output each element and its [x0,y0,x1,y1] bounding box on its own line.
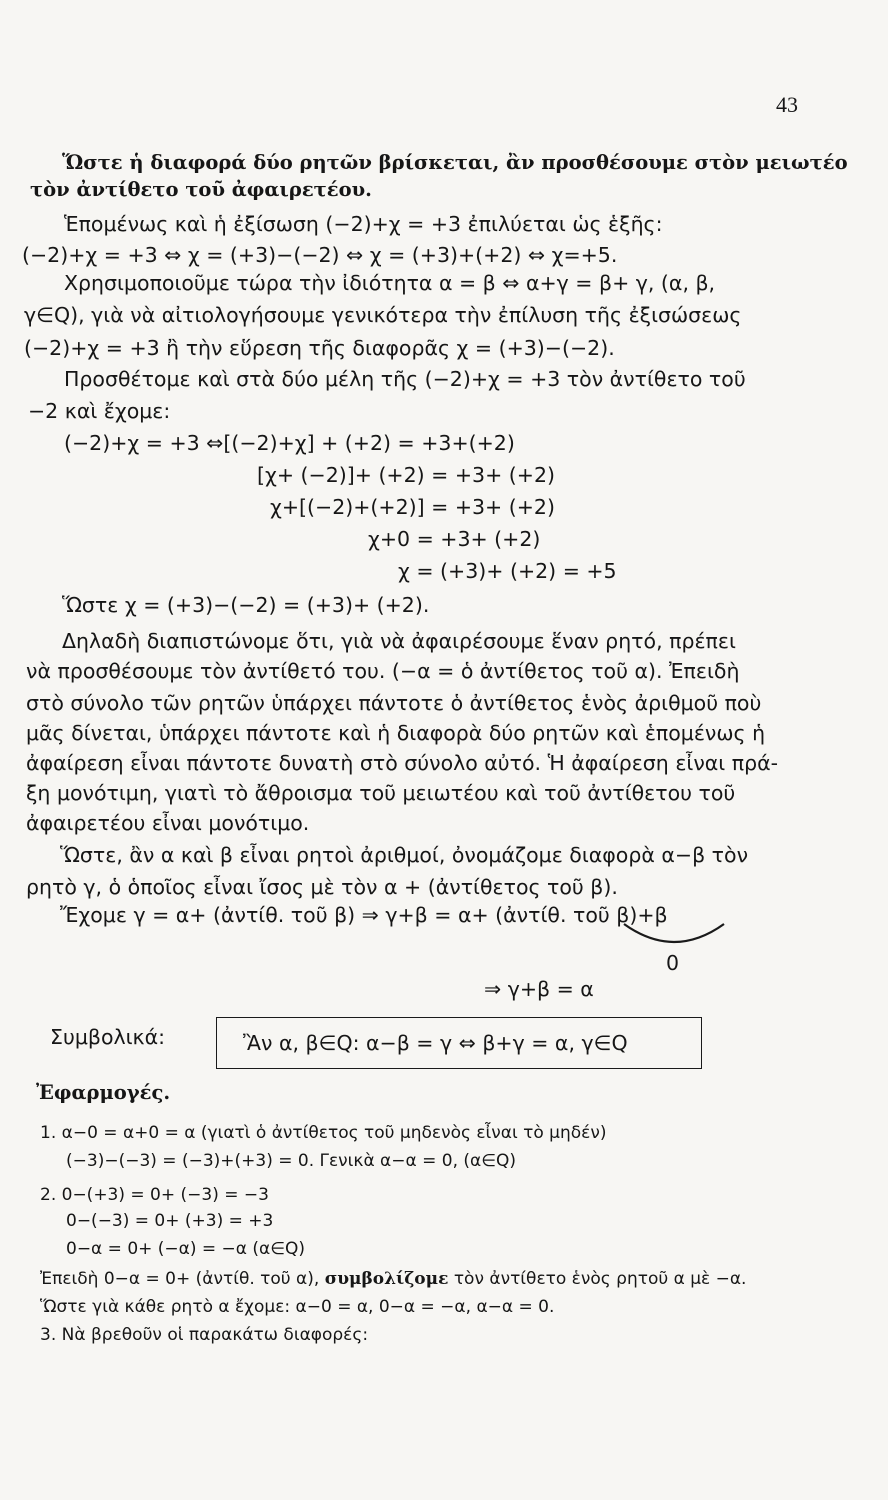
application-2-line-4-text: Ἐπειδὴ 0−α = 0+ (ἀντίθ. τοῦ α), [40,1269,325,1289]
derivation-line-5: χ = (+3)+ (+2) = +5 [398,559,617,583]
application-2-line-4 [40,1268,746,1290]
application-2-line-1: 2. 0−(+3) = 0+ (−3) = −3 [40,1185,269,1205]
application-2-line-5: Ὥστε γιὰ κάθε ρητὸ α ἔχομε: α−0 = α, 0−α = −α, α−α = 0. [40,1297,555,1317]
application-1-line-2: (−3)−(−3) = (−3)+(+3) = 0. Γενικὰ α−α = 0, (α∈Q) [66,1151,517,1171]
text-line: γ∈Q), γιὰ νὰ αἰτιολογήσουμε γενικότερα τὴν ἐπίλυση τῆς ἐξισώσεως [24,303,742,327]
application-2-line-2: 0−(−3) = 0+ (+3) = +3 [66,1211,274,1231]
rule-bold-line-2: τὸν ἀντίθετο τοῦ ἀφαιρετέου. [30,178,372,201]
text-line: ἀφαιρετέου εἶναι μονότιμο. [26,811,310,835]
emphasized-word: συμβολίζομε [324,1269,449,1289]
text-line: Χρησιμοποιοῦμε τώρα τὴν ἰδιότητα α = β ⇔ α+γ = β+ γ, (α, β, [64,271,716,295]
application-1-line-1: 1. α−0 = α+0 = α (γιατὶ ὁ ἀντίθετος τοῦ μηδενὸς εἶναι τὸ μηδέν) [40,1123,607,1143]
definition-line-3: Ἔχομε γ = α+ (ἀντίθ. τοῦ β) ⇒ γ+β = α+ (ἀντίθ. τοῦ β)+β [60,903,668,927]
text-line: στὸ σύνολο τῶν ρητῶν ὑπάρχει πάντοτε ὁ ἀντίθετος ἑνὸς ἀριθμοῦ ποὺ [26,691,762,715]
applications-heading: Ἐφαρμογές. [36,1081,171,1104]
symbolic-label: Συμβολικά: [50,1025,166,1049]
application-2-line-4-tail: τὸν ἀντίθετο ἑνὸς ρητοῦ α μὲ −α. [448,1269,747,1289]
definition-line-4: ⇒ γ+β = α [484,977,594,1001]
text-line: −2 καὶ ἔχομε: [28,399,171,423]
underbrace-zero: 0 [666,951,680,975]
text-line: ἀφαίρεση εἶναι πάντοτε δυνατὴ στὸ σύνολο αὐτό. Ἡ ἀφαίρεση εἶναι πρά- [26,751,779,775]
derivation-line-4: χ+0 = +3+ (+2) [368,527,541,551]
rule-bold-line-1: Ὥστε ἡ διαφορά δύο ρητῶν βρίσκεται, ἂν προσθέσουμε στὸν μειωτέο [62,151,848,174]
text-line: νὰ προσθέσουμε τὸν ἀντίθετό του. (−α = ὁ ἀντίθετος τοῦ α). Ἐπειδὴ [26,659,740,683]
derivation-line-3: χ+[(−2)+(+2)] = +3+ (+2) [270,495,555,519]
equation-line: (−2)+χ = +3 ⇔ χ = (+3)−(−2) ⇔ χ = (+3)+(+2) ⇔ χ=+5. [22,243,618,267]
text-line: Προσθέτομε καὶ στὰ δύο μέλη τῆς (−2)+χ = +3 τὸν ἀντίθετο τοῦ [64,367,746,391]
page-number: 43 [776,92,798,117]
application-2-line-3: 0−α = 0+ (−α) = −α (α∈Q) [66,1239,306,1259]
derivation-line-1: (−2)+χ = +3 ⇔[(−2)+χ] + (+2) = +3+(+2) [64,431,515,455]
text-line: (−2)+χ = +3 ἢ τὴν εὕρεση τῆς διαφορᾶς χ = (+3)−(−2). [24,336,615,360]
derivation-line-2: [χ+ (−2)]+ (+2) = +3+ (+2) [257,463,555,487]
definition-line-1: Ὥστε, ἂν α καὶ β εἶναι ρητοὶ ἀριθμοί, ὀνομάζομε διαφορὰ α−β τὸν [60,843,749,867]
derivation-conclusion: Ὥστε χ = (+3)−(−2) = (+3)+ (+2). [62,593,430,617]
definition-line-2: ρητὸ γ, ὁ ὁποῖος εἶναι ἴσος μὲ τὸν α + (ἀντίθετος τοῦ β). [26,875,618,899]
text-line: μᾶς δίνεται, ὑπάρχει πάντοτε καὶ ἡ διαφορὰ δύο ρητῶν καὶ ἑπομένως ἡ [26,721,766,745]
text-line: Δηλαδὴ διαπιστώνομε ὅτι, γιὰ νὰ ἀφαιρέσουμε ἕναν ρητό, πρέπει [62,629,736,653]
text-line: ξη μονότιμη, γιατὶ τὸ ἄθροισμα τοῦ μειωτέου καὶ τοῦ ἀντίθετου τοῦ [26,781,736,805]
symbolic-formula: Ἂν α, β∈Q: α−β = γ ⇔ β+γ = α, γ∈Q [243,1031,628,1055]
symbolic-formula-box [216,1017,702,1069]
application-3-line-1: 3. Νὰ βρεθοῦν οἱ παρακάτω διαφορές: [40,1325,369,1345]
text-line: Ἑπομένως καὶ ἡ ἐξίσωση (−2)+χ = +3 ἐπιλύεται ὡς ἑξῆς: [64,212,663,236]
